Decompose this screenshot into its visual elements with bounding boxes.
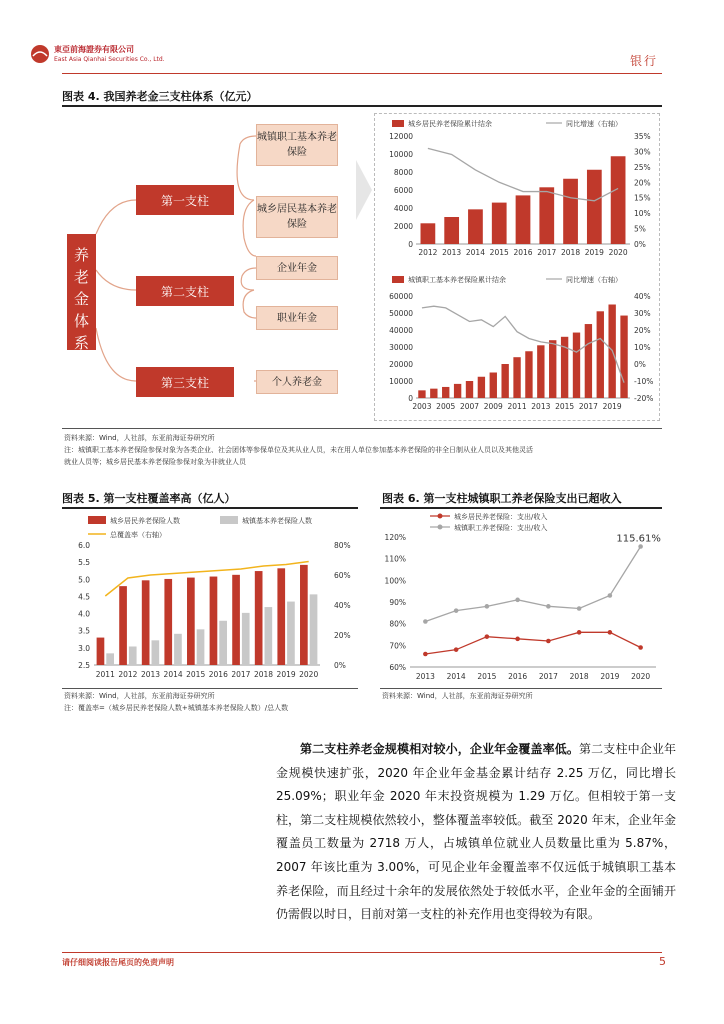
x-tick-label: 2013 bbox=[415, 672, 435, 681]
x-tick-label: 2012 bbox=[418, 248, 438, 257]
company-name-en: East Asia Qianhai Securities Co., Ltd. bbox=[54, 56, 165, 63]
bar-urban-2017 bbox=[242, 613, 250, 665]
bar-2017 bbox=[585, 324, 592, 398]
bar-urban-2016 bbox=[219, 621, 227, 665]
y-tick-label: 80% bbox=[389, 619, 406, 629]
y-tick-label: 6000 bbox=[393, 186, 413, 195]
y-tick-label: 100% bbox=[384, 576, 406, 586]
legend-label-coverage: 总覆盖率（右轴） bbox=[110, 531, 166, 539]
point-1-2017 bbox=[546, 604, 551, 609]
bar-2008 bbox=[478, 377, 485, 398]
arrow-icon bbox=[356, 160, 372, 220]
figure5-title: 图表 5. 第一支柱覆盖率高（亿人） bbox=[62, 492, 236, 505]
x-tick-label: 2014 bbox=[163, 670, 183, 679]
bar-residents-2019 bbox=[277, 568, 285, 665]
figure5-bottom-rule bbox=[62, 688, 358, 689]
x-tick-label: 2019 bbox=[584, 248, 604, 257]
legend-line-label: 同比增速（右轴） bbox=[566, 120, 622, 128]
logo-icon bbox=[30, 44, 50, 64]
chart-coverage bbox=[62, 509, 360, 689]
figure4-note-2: 就业人员等；城乡居民基本养老保险参保对象为非就业人员 bbox=[64, 458, 246, 466]
footer-disclaimer: 请仔细阅读报告尾页的免责声明 bbox=[62, 958, 174, 967]
bar-residents-2015 bbox=[187, 578, 195, 665]
y-tick-label: 4000 bbox=[393, 204, 413, 213]
y-tick-label: 50000 bbox=[389, 309, 413, 318]
legend-swatch-residents bbox=[88, 516, 106, 524]
section-label: 银行 bbox=[629, 54, 658, 68]
figure4-note-1: 注：城镇职工基本养老保险参保对象为各类企业、社会团体等参保单位及其从业人员，未在用人单位参加基本养老保险的非全日制从业人员以及其他灵活 bbox=[64, 446, 533, 454]
x-tick-label: 2016 bbox=[208, 670, 228, 679]
point-1-2020 bbox=[638, 544, 643, 549]
x-tick-label: 2009 bbox=[483, 402, 503, 411]
bar-residents-2014 bbox=[164, 579, 172, 665]
figure6-source: 资料来源：Wind，人社部，东亚前海证券研究所 bbox=[382, 692, 533, 700]
x-tick-label: 2013 bbox=[140, 670, 161, 679]
x-tick-label: 2003 bbox=[412, 402, 432, 411]
y2-tick-label: 20% bbox=[334, 631, 351, 640]
y-tick-label: 60000 bbox=[389, 292, 413, 301]
figure4-top-rule bbox=[62, 105, 662, 107]
legend-label-urban: 城镇基本养老保险人数 bbox=[242, 517, 312, 525]
point-0-2015 bbox=[485, 634, 490, 639]
bar-urban-2018 bbox=[265, 607, 273, 665]
figure6-title: 图表 6. 第一支柱城镇职工养老保险支出已超收入 bbox=[382, 492, 622, 505]
y2-tick-label: 35% bbox=[634, 132, 651, 141]
y2-tick-label: -10% bbox=[634, 377, 654, 386]
x-tick-label: 2011 bbox=[95, 670, 115, 679]
y-tick-label: 2.5 bbox=[78, 661, 90, 670]
y2-tick-label: 30% bbox=[634, 147, 651, 157]
figure4-title: 图表 4. 我国养老金三支柱体系（亿元） bbox=[62, 90, 258, 103]
y2-tick-label: -20% bbox=[634, 394, 654, 403]
bar-2015 bbox=[492, 203, 507, 244]
x-tick-label: 2005 bbox=[436, 402, 456, 411]
x-tick-label: 2019 bbox=[276, 670, 296, 679]
legend-label-residents: 城乡居民养老保险人数 bbox=[110, 517, 180, 525]
x-tick-label: 2013 bbox=[531, 402, 551, 411]
x-tick-label: 2017 bbox=[537, 248, 557, 257]
x-tick-label: 2007 bbox=[459, 402, 480, 411]
bar-residents-2018 bbox=[255, 571, 263, 665]
bar-2018 bbox=[563, 179, 578, 244]
bar-2020 bbox=[620, 316, 627, 398]
x-tick-label: 2015 bbox=[477, 672, 497, 681]
y-tick-label: 3.5 bbox=[78, 626, 90, 636]
y-tick-label: 30000 bbox=[389, 343, 413, 352]
x-tick-label: 2014 bbox=[446, 672, 466, 681]
chart-expense-ratio bbox=[380, 509, 664, 689]
figure5-source: 资料来源：Wind，人社部，东亚前海证券研究所 bbox=[64, 692, 215, 700]
legend-bar-label: 城乡居民养老保险累计结余 bbox=[408, 120, 492, 128]
y2-tick-label: 80% bbox=[334, 541, 351, 550]
y-tick-label: 4.5 bbox=[78, 592, 90, 602]
y-tick-label: 20000 bbox=[389, 360, 413, 369]
y-tick-label: 110% bbox=[384, 554, 406, 564]
bar-2012 bbox=[421, 223, 436, 244]
legend-marker-residents bbox=[438, 514, 443, 519]
y-tick-label: 70% bbox=[389, 641, 406, 651]
x-tick-label: 2014 bbox=[465, 248, 485, 257]
company-logo bbox=[30, 42, 200, 72]
y-tick-label: 10000 bbox=[389, 377, 413, 386]
bar-2014 bbox=[468, 209, 483, 244]
point-1-2019 bbox=[608, 593, 613, 598]
x-tick-label: 2017 bbox=[578, 402, 598, 411]
x-tick-label: 2020 bbox=[631, 672, 651, 681]
bar-2018 bbox=[597, 311, 604, 398]
bar-2011 bbox=[513, 357, 520, 398]
bar-2006 bbox=[454, 384, 461, 398]
peak-annotation: 115.61% bbox=[616, 533, 661, 545]
bar-2017 bbox=[539, 187, 554, 244]
x-tick-label: 2017 bbox=[231, 670, 251, 679]
chart-residents-balance bbox=[376, 114, 658, 266]
figure4-bottom-rule bbox=[62, 428, 662, 429]
x-tick-label: 2016 bbox=[508, 672, 528, 681]
x-tick-label: 2020 bbox=[608, 248, 628, 257]
y-tick-label: 60% bbox=[389, 663, 406, 672]
body-text: 第二支柱中企业年金规模快速扩张，2020 年企业年金基金累计结存 2.25 万亿，同比增长 25.09%；职业年金 2020 年末投资规模为 1.29 万亿。但相较于第一支柱，第二支柱规模依然较小，整体覆盖率较低。截至 2020 年末，企业年金覆盖员工数量为 2718 万人，占城镇单位就业人员数量比重为 5.87%，2007 年该比重为 3.00%，可见企业年金覆盖率不仅远低于城镇职工基本养老保险，而且经过十余年的发展依然处于较低水平，企业年金的全面铺开仍需假以时日，目前对第一支柱的补充作用也变得较为有限。 bbox=[276, 742, 676, 922]
x-tick-label: 2015 bbox=[555, 402, 575, 411]
y2-tick-label: 0% bbox=[634, 240, 646, 249]
y-tick-label: 90% bbox=[389, 598, 406, 607]
pillar-1-child-2: 城乡居民基本养老保险 bbox=[256, 196, 338, 238]
bar-residents-2020 bbox=[300, 565, 308, 665]
legend-label-urban: 城镇职工养老保险：支出/收入 bbox=[454, 524, 548, 532]
x-tick-label: 2018 bbox=[561, 248, 581, 257]
legend-line-label: 同比增速（右轴） bbox=[566, 276, 622, 284]
y-tick-label: 6.0 bbox=[78, 541, 90, 550]
x-tick-label: 2016 bbox=[513, 248, 533, 257]
bar-urban-2015 bbox=[197, 629, 205, 665]
point-1-2014 bbox=[454, 608, 459, 613]
x-tick-label: 2017 bbox=[538, 672, 558, 681]
bar-residents-2011 bbox=[97, 638, 105, 665]
legend-bar-label: 城镇职工基本养老保险累计结余 bbox=[408, 276, 506, 284]
pillar-2-child-1: 企业年金 bbox=[256, 256, 338, 280]
y-tick-label: 10000 bbox=[389, 150, 413, 159]
legend-bar-swatch bbox=[392, 276, 404, 283]
point-1-2015 bbox=[485, 604, 490, 609]
y2-tick-label: 10% bbox=[634, 209, 651, 219]
bar-2013 bbox=[444, 217, 459, 244]
point-0-2017 bbox=[546, 639, 551, 644]
company-name-cn: 東亞前海證券有限公司 bbox=[54, 45, 134, 54]
y2-tick-label: 30% bbox=[634, 309, 651, 318]
pillar-3-box: 第三支柱 bbox=[136, 367, 234, 397]
y-tick-label: 40000 bbox=[389, 326, 413, 335]
y2-tick-label: 40% bbox=[634, 292, 651, 301]
bar-residents-2013 bbox=[142, 580, 150, 665]
growth-line bbox=[422, 306, 624, 383]
bar-2016 bbox=[516, 195, 531, 244]
bar-2010 bbox=[501, 364, 508, 398]
y2-tick-label: 25% bbox=[634, 162, 651, 172]
bar-urban-2020 bbox=[310, 594, 318, 665]
y-tick-label: 8000 bbox=[393, 168, 413, 177]
bar-2005 bbox=[442, 387, 449, 398]
point-0-2020 bbox=[638, 645, 643, 650]
header-divider bbox=[62, 73, 662, 74]
bar-2016 bbox=[573, 333, 580, 398]
bar-residents-2017 bbox=[232, 575, 240, 665]
body-lead: 第二支柱养老金规模相对较小，企业年金覆盖率低。 bbox=[300, 742, 580, 756]
y-tick-label: 120% bbox=[384, 533, 406, 542]
y2-tick-label: 15% bbox=[634, 193, 651, 203]
bar-2020 bbox=[611, 156, 626, 244]
tree-root: 养 老 金 体 系 bbox=[67, 234, 96, 350]
point-1-2013 bbox=[423, 619, 428, 624]
figure6-bottom-rule bbox=[380, 688, 662, 689]
pillar-2-child-2: 职业年金 bbox=[256, 306, 338, 330]
y-tick-label: 5.0 bbox=[78, 575, 90, 585]
figure4-source: 资料来源：Wind，人社部，东亚前海证券研究所 bbox=[64, 434, 215, 442]
bar-urban-2011 bbox=[106, 653, 114, 665]
bar-urban-2014 bbox=[174, 634, 182, 665]
pillar-1-box: 第一支柱 bbox=[136, 185, 234, 215]
bar-residents-2012 bbox=[119, 586, 127, 665]
y2-tick-label: 40% bbox=[334, 601, 351, 610]
legend-swatch-urban bbox=[220, 516, 238, 524]
x-tick-label: 2012 bbox=[118, 670, 138, 679]
bar-2019 bbox=[587, 170, 602, 244]
bar-2003 bbox=[418, 390, 425, 398]
bar-urban-2013 bbox=[152, 640, 160, 665]
bar-residents-2016 bbox=[210, 577, 218, 665]
point-0-2019 bbox=[608, 630, 613, 635]
point-0-2013 bbox=[423, 652, 428, 657]
y-tick-label: 12000 bbox=[389, 132, 413, 141]
x-tick-label: 2019 bbox=[600, 672, 620, 681]
pillar-1-child-1: 城镇职工基本养老保险 bbox=[256, 124, 338, 166]
y2-tick-label: 20% bbox=[634, 178, 651, 188]
y-tick-label: 4.0 bbox=[78, 609, 90, 619]
footer-divider bbox=[62, 952, 662, 953]
y-tick-label: 0 bbox=[408, 394, 413, 403]
legend-marker-urban bbox=[438, 525, 443, 530]
legend-bar-swatch bbox=[392, 120, 404, 127]
y2-tick-label: 60% bbox=[334, 571, 351, 580]
bar-urban-2019 bbox=[287, 602, 295, 665]
x-tick-label: 2015 bbox=[489, 248, 509, 257]
y-tick-label: 5.5 bbox=[78, 558, 90, 568]
bar-2004 bbox=[430, 389, 437, 398]
x-tick-label: 2020 bbox=[299, 670, 319, 679]
x-tick-label: 2018 bbox=[253, 670, 274, 679]
bar-2007 bbox=[466, 381, 473, 398]
y2-tick-label: 0% bbox=[334, 661, 346, 670]
y-tick-label: 3.0 bbox=[78, 643, 90, 653]
point-0-2018 bbox=[577, 630, 582, 635]
bar-2013 bbox=[537, 345, 544, 398]
legend-label-residents: 城乡居民养老保险：支出/收入 bbox=[454, 513, 548, 521]
x-tick-label: 2019 bbox=[602, 402, 622, 411]
bar-2014 bbox=[549, 340, 556, 398]
y-tick-label: 2000 bbox=[393, 222, 413, 231]
pillar-3-child-1: 个人养老金 bbox=[256, 370, 338, 394]
y2-tick-label: 10% bbox=[634, 343, 651, 352]
bar-urban-2012 bbox=[129, 646, 137, 665]
bar-2009 bbox=[490, 373, 497, 399]
chart-employees-balance bbox=[376, 268, 658, 418]
x-tick-label: 2013 bbox=[442, 248, 462, 257]
y2-tick-label: 5% bbox=[634, 224, 646, 234]
y-tick-label: 0 bbox=[408, 240, 413, 249]
x-tick-label: 2015 bbox=[186, 670, 206, 679]
figure5-note: 注：覆盖率=（城乡居民养老保险人数+城镇基本养老保险人数）/总人数 bbox=[64, 704, 289, 712]
y2-tick-label: 0% bbox=[634, 360, 646, 369]
x-tick-label: 2018 bbox=[569, 672, 589, 681]
bar-2012 bbox=[525, 351, 532, 398]
pillar-2-box: 第二支柱 bbox=[136, 276, 234, 306]
page-number: 5 bbox=[659, 955, 666, 968]
point-0-2014 bbox=[454, 647, 459, 652]
point-1-2018 bbox=[577, 606, 582, 611]
x-tick-label: 2011 bbox=[507, 402, 527, 411]
y2-tick-label: 20% bbox=[634, 326, 651, 335]
body-paragraph bbox=[276, 738, 676, 927]
point-0-2016 bbox=[515, 637, 520, 642]
point-1-2016 bbox=[515, 598, 520, 603]
